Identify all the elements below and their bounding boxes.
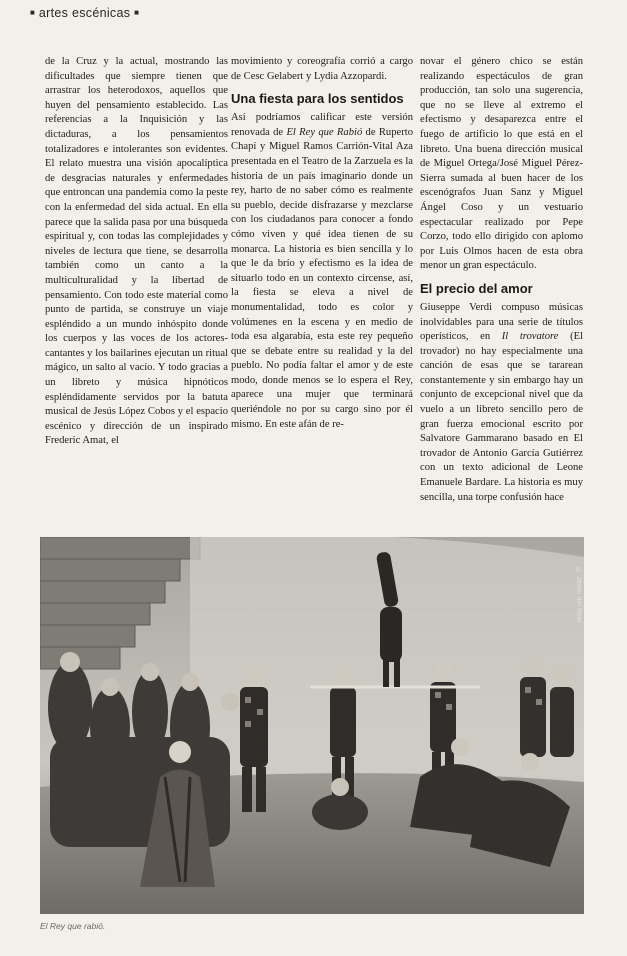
work-title: El Rey que Rabió [286,126,363,138]
paragraph: Así podríamos calificar este versión renovada de El Rey que Rabió de Ruperto Chapí y Miguel Ramos Carrión-Vital Aza presentada en el Teatro de la Zarzuela es la historia de un país imaginario donde un rey, harto de no saber cómo es realmente su pueblo, decide disfrazarse y mezclarse con los ciudadanos para conocer a fondo cómo viven y qué idea tienen de su monarca. La historia es bien sencilla y lo que le da brío y efectismo es la idea de situarlo todo en un contexto circense, así, la fiesta se eleva a nivel de monumentalidad, todo es color y volúmenes en la escena y en medio de toda esa algarabía, esta este rey pequeño que se debate entre su realidad y la del pueblo. No podía faltar el amor y de este modo, donde menos se lo espera el Rey, aparece una mujer que terminará queriéndole no por su cargo sino por él mismo. En este afán de re- [231,112,413,430]
section-header [30,6,139,20]
stage-photo [40,537,584,914]
square-bullet-icon: ■ [30,8,36,17]
section-heading-fiesta: Una fiesta para los sentidos [231,91,404,107]
section-heading-precio: El precio del amor [420,280,533,296]
section-title: artes escénicas [38,6,131,20]
work-title: Il trovatore [501,331,559,343]
paragraph: Giuseppe Verdi compuso músicas inolvidables para una serie de títulos operísticos, en Il trovatore (El trovador) no hay especialmente una canción de esas que se tararean constantemente y sin embargo hay un conjunto de excepcional nivel que da vuelo a un libreto sencillo pero de gran fuerza emocional escrito por Salvatore Gammarano basado en El trovador de Antonio García Gutiérrez con un texto adicional de Leone Emanuele Bardare. La historia es muy sencilla, una torpe confusión hace [420,301,584,503]
square-bullet-icon: ■ [134,8,140,17]
text-column-2 [231,55,413,432]
photo-credit: © Javier del Real [575,567,582,623]
photo-caption: El Rey que rabió. [40,921,106,931]
paragraph: movimiento y coreografía corrió a cargo de Cesc Gelabert y Lydia Azzopardi. [231,56,413,82]
paragraph: novar el género chico se están realizando espectáculos de gran producción, tan solo una sugerencia, que no se lleve al extremo el efectismo y desaparezca entre el fuego de artificio lo que está en el libreto. Una buena dirección musical de Miguel Ortega/José Miguel Pérez-Sierra sumada al buen hacer de los escenógrafos Juan Sanz y Miguel Ángel Coso y un vestuario espectacular realizado por Pepe Corzo, todo ello dirigido con aplomo por Luis Olmos hacen de esta obra menor un gran espectáculo. [420,56,583,272]
stage-scene-illustration [40,537,584,914]
paragraph: de la Cruz y la actual, mostrando las dificultades que siempre tienen que arrastrar los heterodoxos, aquellos que huyen del pensamiento establecido. Las referencias a la Inquisición y las dictaduras, a los pensamientos totalizadores e intolerantes son evidentes. El relato muestra una visión apocalíptica de desgracias naturales y enfermedades que entroncan una pandemia como la peste con la enfermedad del sida actual. En ella parece que la salida pasa por una búsqueda espiritual y, con todas las complejidades y niveles de lectura que tiene, se desarrolla también como un canto a la multiculturalidad y la libertad de pensamiento. Con todo este material como punto de partida, se construye un viaje espléndido a un mundo inhóspito donde los cuerpos y las voces de los actores-cantantes y los bailarines ejecutan un ritual mágico, un salto al vacío. Y todo gracias a un libreto y música hipnóticos espléndidamente servidos por la batuta musical de Jesús López Cobos y el espacio escénico y dirección de un inspirado Frederic Amat, el [45,56,228,447]
text-column-1 [45,55,228,449]
text-column-3 [420,55,583,505]
